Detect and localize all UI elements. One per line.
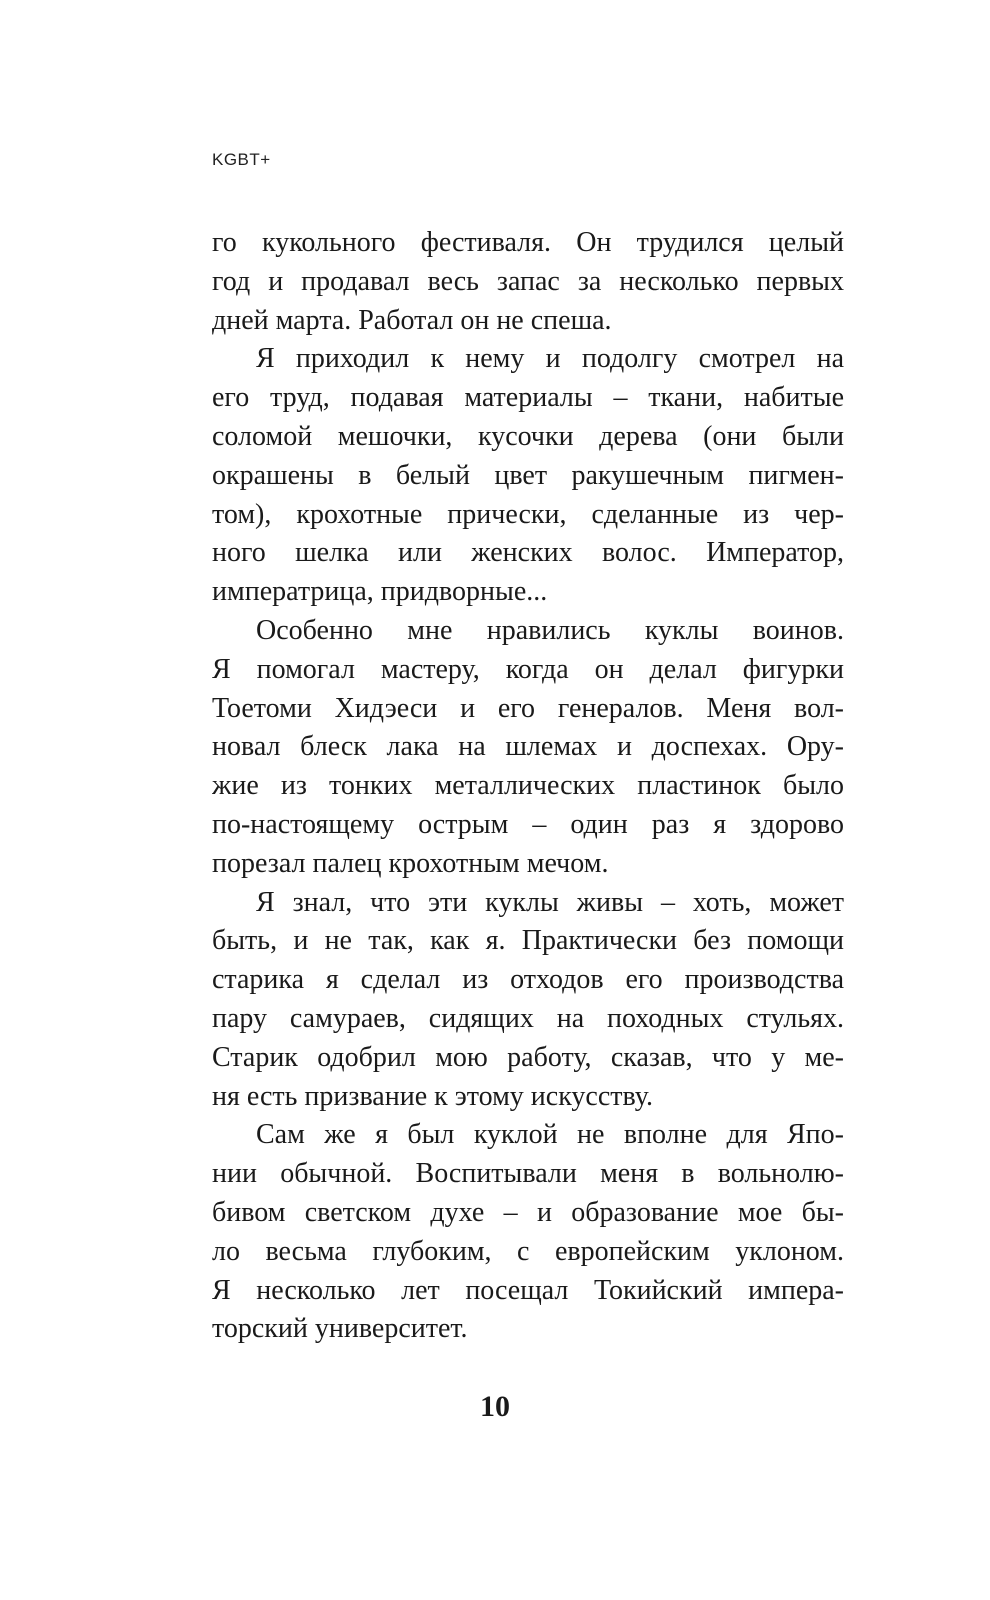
text-line: быть, и не так, как я. Практически без помощи bbox=[212, 925, 844, 957]
text-line: го кукольного фестиваля. Он трудился целый bbox=[212, 227, 844, 258]
text-line: Особенно мне нравились куклы воинов. bbox=[256, 614, 844, 646]
text-line: Я приходил к нему и подолгу смотрел на bbox=[256, 343, 844, 375]
paragraph bbox=[212, 884, 844, 1117]
page-number: 10 bbox=[480, 1390, 510, 1423]
text-line: Сам же я был куклой не вполне для Япо- bbox=[256, 1119, 844, 1151]
text-line: нии обычной. Воспитывали меня в вольнолю- bbox=[212, 1158, 844, 1190]
text-line: старика я сделал из отходов его производства bbox=[212, 964, 844, 996]
text-line: окрашены в белый цвет ракушечным пигмен- bbox=[212, 459, 844, 491]
text-line: том), крохотные прически, сделанные из чер- bbox=[212, 498, 844, 530]
text-line: Я несколько лет посещал Токийский импера- bbox=[212, 1274, 844, 1306]
text-line: ня есть призвание к этому искусству. bbox=[212, 1080, 653, 1112]
text-line: ного шелка или женских волос. Император, bbox=[212, 537, 844, 569]
paragraph bbox=[212, 1116, 844, 1349]
text-line: пару самураев, сидящих на походных стульях. bbox=[212, 1002, 844, 1034]
text-line: Я помогал мастеру, когда он делал фигурки bbox=[212, 653, 844, 685]
text-line: соломой мешочки, кусочки дерева (они были bbox=[212, 420, 844, 452]
text-line: ло весьма глубоким, с европейским уклоном. bbox=[212, 1235, 844, 1267]
text-line: его труд, подавая материалы – ткани, набитые bbox=[212, 382, 844, 414]
text-line: дней марта. Работал он не спеша. bbox=[212, 304, 612, 336]
paragraph bbox=[212, 340, 844, 612]
paragraph bbox=[212, 612, 844, 884]
text-line: Старик одобрил мою работу, сказав, что у ме- bbox=[212, 1041, 844, 1073]
running-head: KGBT+ bbox=[212, 150, 271, 169]
body-text bbox=[212, 224, 844, 1349]
text-line: торский университет. bbox=[212, 1313, 468, 1345]
text-line: новал блеск лака на шлемах и доспехах. Ору- bbox=[212, 731, 844, 763]
paragraph bbox=[212, 224, 844, 340]
text-line: жие из тонких металлических пластинок было bbox=[212, 770, 844, 802]
text-line: Тоетоми Хидэеси и его генералов. Меня вол- bbox=[212, 692, 844, 724]
text-line: бивом светском духе – и образование мое бы- bbox=[212, 1196, 844, 1228]
text-line: год и продавал весь запас за несколько первых bbox=[212, 265, 844, 297]
text-line: по-настоящему острым – один раз я здорово bbox=[212, 808, 844, 840]
text-line: Я знал, что эти куклы живы – хоть, может bbox=[256, 886, 844, 918]
text-line: порезал палец крохотным мечом. bbox=[212, 847, 609, 879]
text-line: императрица, придворные... bbox=[212, 576, 548, 608]
